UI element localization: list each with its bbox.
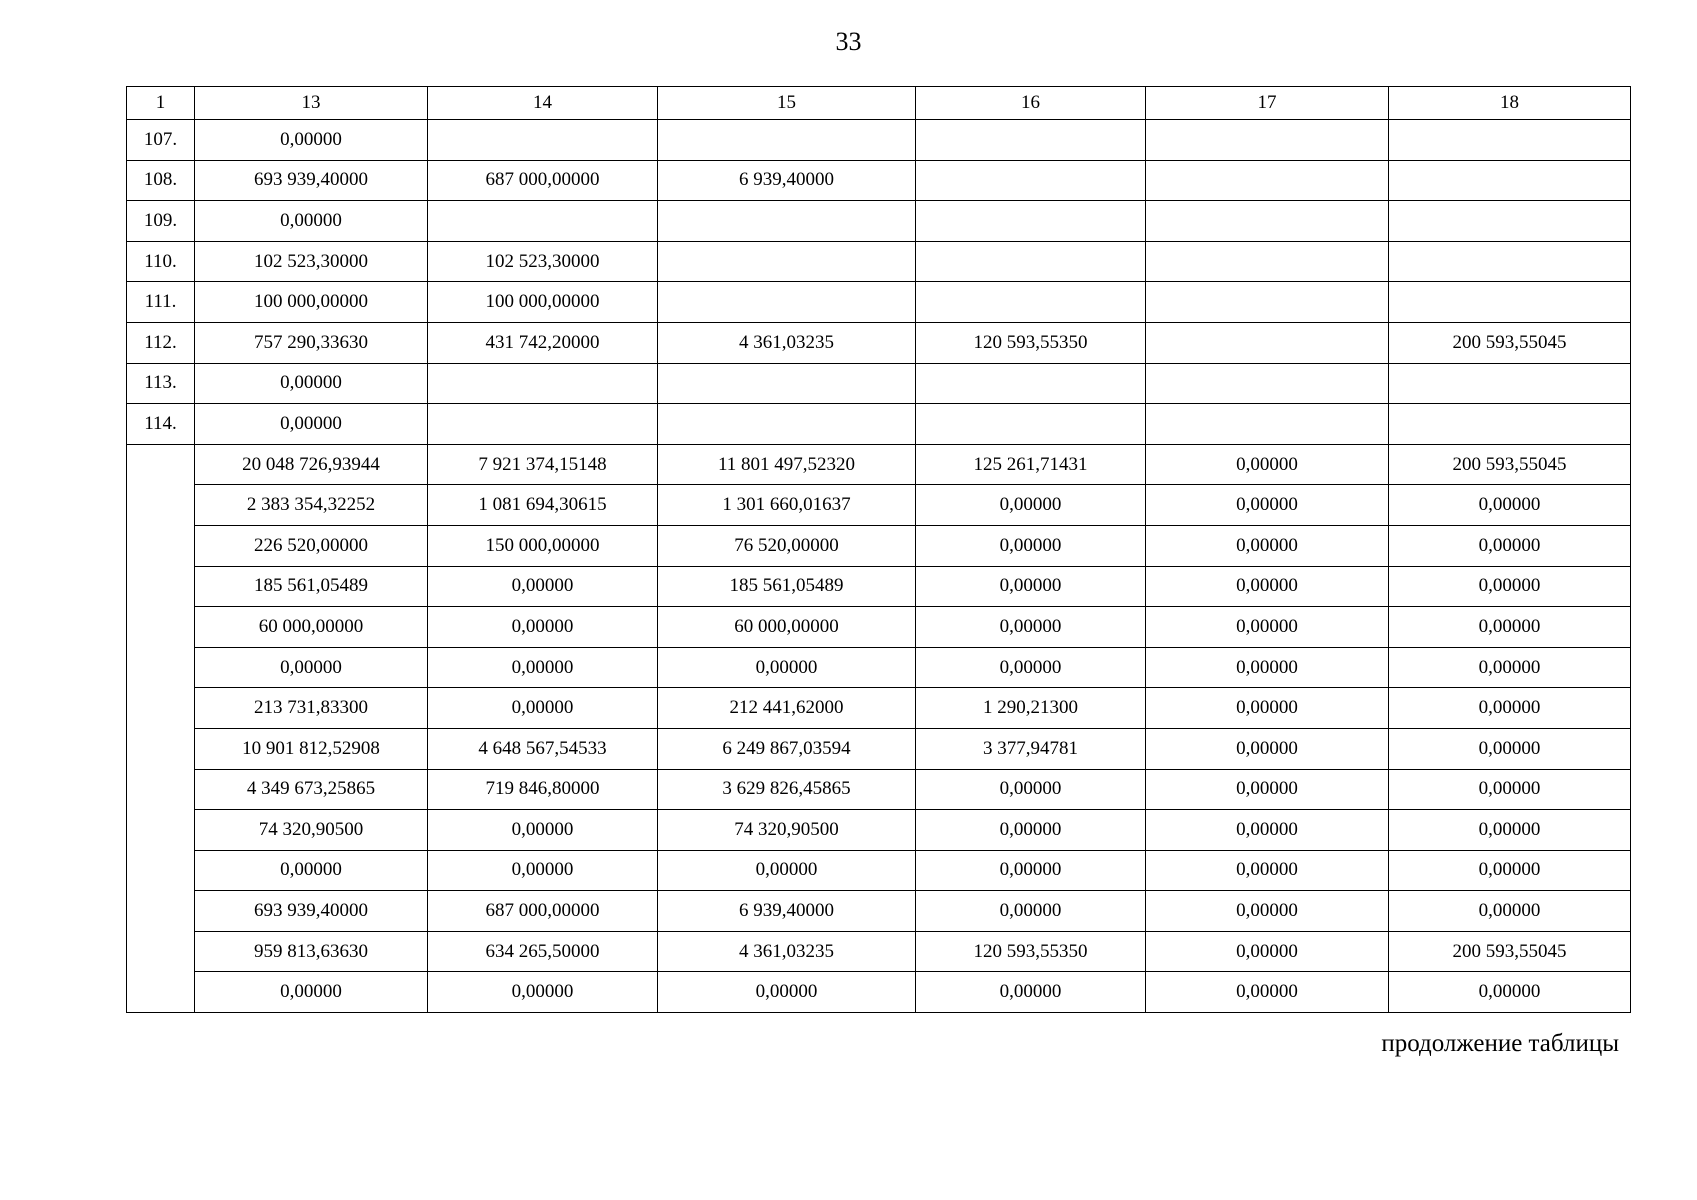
table-cell: 2 383 354,32252 xyxy=(195,485,428,526)
summary-row xyxy=(127,485,1631,526)
table-cell xyxy=(658,363,916,404)
table-cell: 185 561,05489 xyxy=(658,566,916,607)
table-cell xyxy=(658,282,916,323)
table-cell: 687 000,00000 xyxy=(428,160,658,201)
table-cell: 150 000,00000 xyxy=(428,525,658,566)
table-cell: 0,00000 xyxy=(916,810,1146,851)
table-cell: 102 523,30000 xyxy=(428,241,658,282)
table-cell: 0,00000 xyxy=(916,769,1146,810)
table-row xyxy=(127,160,1631,201)
table-cell xyxy=(1389,160,1631,201)
table-cell: 0,00000 xyxy=(195,850,428,891)
table-cell xyxy=(916,201,1146,242)
table-cell xyxy=(1389,282,1631,323)
table-cell xyxy=(1146,322,1389,363)
column-header: 14 xyxy=(428,87,658,120)
table-cell: 0,00000 xyxy=(428,566,658,607)
table-cell: 0,00000 xyxy=(916,647,1146,688)
table-cell: 0,00000 xyxy=(1389,607,1631,648)
table-cell: 0,00000 xyxy=(658,850,916,891)
row-number: 111. xyxy=(127,282,195,323)
table-cell: 0,00000 xyxy=(1389,566,1631,607)
table-cell: 0,00000 xyxy=(195,363,428,404)
table-cell: 4 349 673,25865 xyxy=(195,769,428,810)
table-cell xyxy=(916,120,1146,161)
table-cell xyxy=(428,201,658,242)
table-cell: 0,00000 xyxy=(916,850,1146,891)
table-cell xyxy=(1146,404,1389,445)
table-cell: 0,00000 xyxy=(428,972,658,1013)
summary-row xyxy=(127,688,1631,729)
table-cell: 3 377,94781 xyxy=(916,728,1146,769)
row-number: 109. xyxy=(127,201,195,242)
continuation-note: продолжение таблицы xyxy=(1381,1030,1619,1057)
table-cell: 120 593,55350 xyxy=(916,322,1146,363)
table-cell xyxy=(658,120,916,161)
table-cell xyxy=(1146,201,1389,242)
table-cell xyxy=(916,363,1146,404)
table-cell: 0,00000 xyxy=(916,566,1146,607)
table-cell: 0,00000 xyxy=(1146,769,1389,810)
table-cell xyxy=(916,404,1146,445)
summary-row xyxy=(127,647,1631,688)
table-cell: 0,00000 xyxy=(195,972,428,1013)
table-cell: 120 593,55350 xyxy=(916,931,1146,972)
table-cell: 0,00000 xyxy=(1389,688,1631,729)
table-cell xyxy=(428,404,658,445)
table-cell: 0,00000 xyxy=(916,485,1146,526)
table-cell: 1 081 694,30615 xyxy=(428,485,658,526)
row-number: 108. xyxy=(127,160,195,201)
table-cell: 634 265,50000 xyxy=(428,931,658,972)
table-cell: 3 629 826,45865 xyxy=(658,769,916,810)
table-cell: 4 648 567,54533 xyxy=(428,728,658,769)
table-cell: 0,00000 xyxy=(195,647,428,688)
table-cell: 1 290,21300 xyxy=(916,688,1146,729)
table-cell: 0,00000 xyxy=(1146,444,1389,485)
summary-row xyxy=(127,444,1631,485)
table-cell: 0,00000 xyxy=(658,972,916,1013)
table-cell: 0,00000 xyxy=(428,607,658,648)
table-cell: 0,00000 xyxy=(1146,485,1389,526)
table-cell: 20 048 726,93944 xyxy=(195,444,428,485)
table-cell xyxy=(428,120,658,161)
table-cell: 11 801 497,52320 xyxy=(658,444,916,485)
table-cell xyxy=(1389,363,1631,404)
table-row xyxy=(127,241,1631,282)
row-number: 113. xyxy=(127,363,195,404)
table-cell xyxy=(658,241,916,282)
table-cell: 0,00000 xyxy=(1146,607,1389,648)
table-row xyxy=(127,404,1631,445)
table-cell: 0,00000 xyxy=(1146,931,1389,972)
table-cell: 60 000,00000 xyxy=(658,607,916,648)
table-cell: 757 290,33630 xyxy=(195,322,428,363)
table-cell: 0,00000 xyxy=(1146,891,1389,932)
table-cell: 74 320,90500 xyxy=(658,810,916,851)
table-cell: 6 939,40000 xyxy=(658,891,916,932)
table-cell: 212 441,62000 xyxy=(658,688,916,729)
table-row xyxy=(127,201,1631,242)
table-cell: 0,00000 xyxy=(1389,891,1631,932)
table-cell: 102 523,30000 xyxy=(195,241,428,282)
summary-row xyxy=(127,728,1631,769)
summary-row xyxy=(127,850,1631,891)
table-cell xyxy=(1146,282,1389,323)
table-cell: 0,00000 xyxy=(658,647,916,688)
table-cell xyxy=(1146,363,1389,404)
table-cell: 687 000,00000 xyxy=(428,891,658,932)
table-cell: 0,00000 xyxy=(1146,566,1389,607)
table-cell: 6 939,40000 xyxy=(658,160,916,201)
table-cell: 0,00000 xyxy=(428,647,658,688)
table-cell: 10 901 812,52908 xyxy=(195,728,428,769)
table-cell: 200 593,55045 xyxy=(1389,444,1631,485)
table-row xyxy=(127,282,1631,323)
table-cell xyxy=(1389,201,1631,242)
table-row xyxy=(127,322,1631,363)
table-cell: 200 593,55045 xyxy=(1389,322,1631,363)
table-cell: 0,00000 xyxy=(195,404,428,445)
table-cell: 0,00000 xyxy=(1389,525,1631,566)
table-cell: 0,00000 xyxy=(1389,972,1631,1013)
table-cell: 0,00000 xyxy=(195,120,428,161)
table-cell: 0,00000 xyxy=(1389,728,1631,769)
table-cell xyxy=(1146,120,1389,161)
table-cell: 959 813,63630 xyxy=(195,931,428,972)
merged-blank-cell xyxy=(127,444,195,1012)
row-number: 112. xyxy=(127,322,195,363)
table-cell: 1 301 660,01637 xyxy=(658,485,916,526)
table-cell: 0,00000 xyxy=(916,972,1146,1013)
table-cell: 0,00000 xyxy=(1389,810,1631,851)
page-number: 33 xyxy=(835,27,862,56)
table-cell: 0,00000 xyxy=(1146,972,1389,1013)
table-cell xyxy=(1389,120,1631,161)
summary-row xyxy=(127,525,1631,566)
row-number: 107. xyxy=(127,120,195,161)
table-cell: 7 921 374,15148 xyxy=(428,444,658,485)
table-cell: 0,00000 xyxy=(1389,485,1631,526)
table-cell xyxy=(658,404,916,445)
summary-row xyxy=(127,566,1631,607)
table-cell: 0,00000 xyxy=(428,688,658,729)
summary-row xyxy=(127,931,1631,972)
data-table xyxy=(126,86,1631,1013)
header-row xyxy=(127,87,1631,120)
table-cell: 0,00000 xyxy=(1146,810,1389,851)
table-cell: 0,00000 xyxy=(1389,647,1631,688)
table-cell: 0,00000 xyxy=(916,525,1146,566)
column-header: 18 xyxy=(1389,87,1631,120)
summary-row xyxy=(127,891,1631,932)
table-cell: 0,00000 xyxy=(428,810,658,851)
table-cell: 226 520,00000 xyxy=(195,525,428,566)
table-cell: 0,00000 xyxy=(1146,688,1389,729)
table-cell xyxy=(916,160,1146,201)
column-header: 15 xyxy=(658,87,916,120)
table-cell: 125 261,71431 xyxy=(916,444,1146,485)
table-cell: 693 939,40000 xyxy=(195,160,428,201)
table-cell xyxy=(428,363,658,404)
table-cell: 0,00000 xyxy=(916,607,1146,648)
table-row xyxy=(127,363,1631,404)
table-cell xyxy=(1389,404,1631,445)
table-cell: 0,00000 xyxy=(1389,769,1631,810)
summary-row xyxy=(127,769,1631,810)
table-cell xyxy=(916,282,1146,323)
table-cell: 60 000,00000 xyxy=(195,607,428,648)
column-header: 16 xyxy=(916,87,1146,120)
row-number: 110. xyxy=(127,241,195,282)
table-cell xyxy=(1146,241,1389,282)
table-cell xyxy=(916,241,1146,282)
table-cell: 4 361,03235 xyxy=(658,931,916,972)
row-number: 114. xyxy=(127,404,195,445)
table-cell: 0,00000 xyxy=(1146,850,1389,891)
table-cell: 74 320,90500 xyxy=(195,810,428,851)
table-cell xyxy=(1146,160,1389,201)
table-cell: 0,00000 xyxy=(195,201,428,242)
summary-row xyxy=(127,972,1631,1013)
table-row xyxy=(127,120,1631,161)
column-header: 17 xyxy=(1146,87,1389,120)
table-cell: 0,00000 xyxy=(1389,850,1631,891)
table-cell: 719 846,80000 xyxy=(428,769,658,810)
table-cell: 185 561,05489 xyxy=(195,566,428,607)
table-cell: 0,00000 xyxy=(1146,647,1389,688)
table-cell xyxy=(658,201,916,242)
column-header: 13 xyxy=(195,87,428,120)
table-cell: 200 593,55045 xyxy=(1389,931,1631,972)
table-cell: 100 000,00000 xyxy=(428,282,658,323)
table-cell: 76 520,00000 xyxy=(658,525,916,566)
table-cell: 0,00000 xyxy=(1146,728,1389,769)
table-cell: 4 361,03235 xyxy=(658,322,916,363)
table-cell xyxy=(1389,241,1631,282)
column-header: 1 xyxy=(127,87,195,120)
table-cell: 693 939,40000 xyxy=(195,891,428,932)
table-cell: 6 249 867,03594 xyxy=(658,728,916,769)
summary-row xyxy=(127,607,1631,648)
table-cell: 100 000,00000 xyxy=(195,282,428,323)
table-cell: 0,00000 xyxy=(916,891,1146,932)
table-cell: 213 731,83300 xyxy=(195,688,428,729)
table-cell: 0,00000 xyxy=(428,850,658,891)
table-cell: 0,00000 xyxy=(1146,525,1389,566)
summary-row xyxy=(127,810,1631,851)
table-cell: 431 742,20000 xyxy=(428,322,658,363)
